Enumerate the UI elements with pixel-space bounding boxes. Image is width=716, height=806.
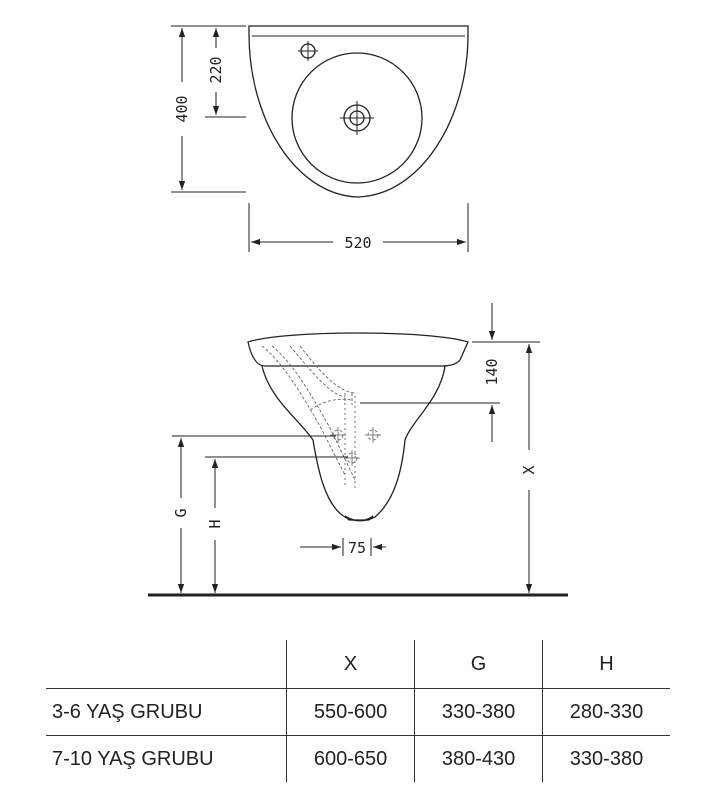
- dim-520-label: 520: [344, 234, 372, 252]
- dim-h-label: H: [206, 519, 224, 529]
- cell-g: 330-380: [415, 689, 543, 736]
- table-header-x: X: [287, 640, 415, 689]
- cell-x: 600-650: [287, 736, 415, 783]
- dim-140-label: 140: [483, 358, 501, 386]
- row-label: 7-10 YAŞ GRUBU: [52, 747, 214, 770]
- drain-outlet: [345, 516, 373, 521]
- table-header-empty: [46, 640, 287, 689]
- table-header-h: H: [543, 640, 670, 689]
- cell-h: 280-330: [543, 689, 670, 736]
- dim-x-label: X: [520, 465, 538, 475]
- dim-400-label: 400: [173, 95, 191, 123]
- cell-x: 550-600: [287, 689, 415, 736]
- table-header-row: [46, 640, 670, 689]
- top-view: [249, 26, 468, 197]
- table-row: [46, 736, 670, 783]
- basin-body-profile: [262, 366, 445, 521]
- basin-rim-profile: [248, 333, 468, 366]
- dim-220-label: 220: [207, 56, 225, 84]
- cell-g: 380-430: [415, 736, 543, 783]
- dim-75-label: 75: [347, 539, 367, 557]
- side-view: [248, 333, 468, 521]
- hidden-pipe-lines: [262, 346, 378, 488]
- row-label: 3-6 YAŞ GRUBU: [52, 700, 203, 723]
- cell-h: 330-380: [543, 736, 670, 783]
- table-row: [46, 689, 670, 736]
- size-table: [46, 640, 670, 782]
- dim-g-label: G: [172, 508, 190, 518]
- table-header-g: G: [415, 640, 543, 689]
